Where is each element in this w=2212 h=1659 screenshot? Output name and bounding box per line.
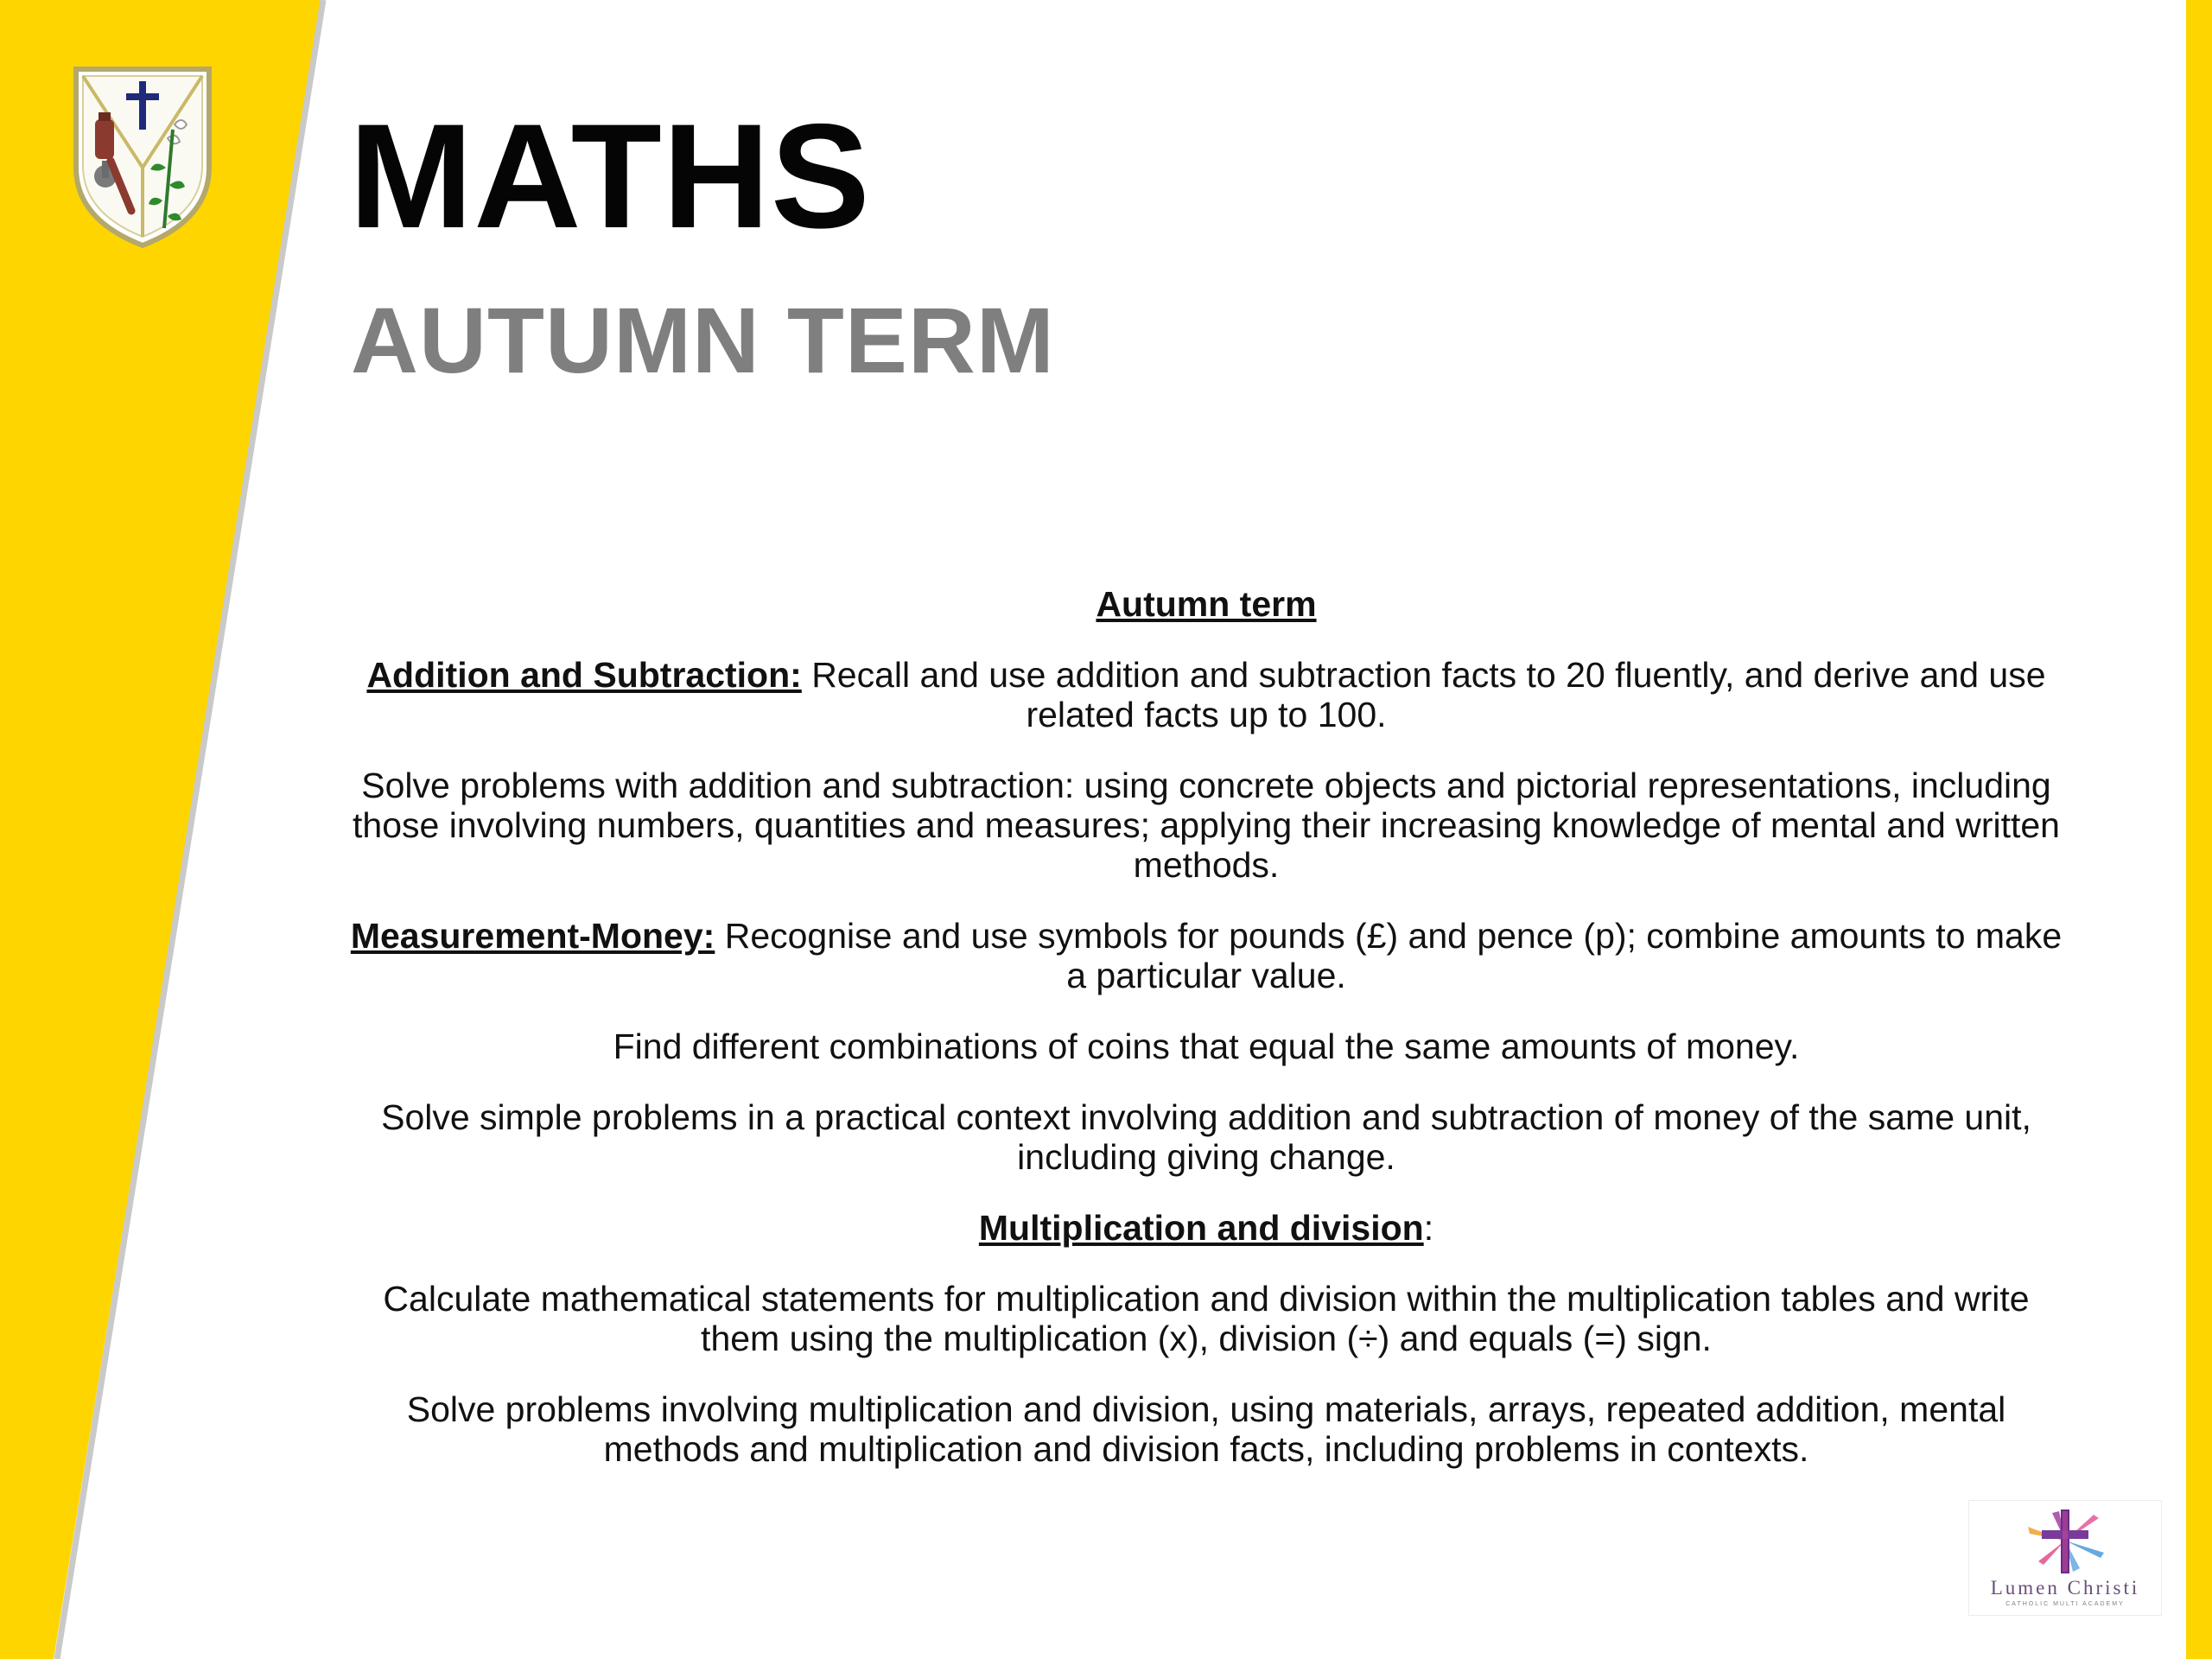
autumn-term-heading: Autumn term (1096, 584, 1317, 624)
multiplication-suffix: : (1423, 1208, 1434, 1248)
addition-label: Addition and Subtraction: (366, 655, 802, 695)
solve-problems-paragraph: Solve problems with addition and subtraction: using concrete objects and pictorial representations, including those involving numbers, quantities and measures; applying their increasing knowledge of mental and written methods. (353, 766, 2060, 885)
lumen-christi-cross-icon (1969, 1501, 2161, 1580)
multiplication-heading-paragraph (342, 1208, 2070, 1248)
calculate-paragraph: Calculate mathematical statements for multiplication and division within the multiplication tables and write them using the multiplication (x), division (÷) and equals (=) sign. (383, 1279, 2030, 1358)
slide-title: MATHS (349, 93, 871, 259)
addition-text: Recall and use addition and subtraction facts to 20 fluently, and derive and use related facts up to 100. (801, 655, 2046, 734)
shield-crest-icon (71, 64, 214, 249)
addition-paragraph (342, 655, 2070, 734)
money-paragraph (342, 916, 2070, 995)
academy-name: Lumen Christi (1990, 1577, 2140, 1599)
coins-paragraph: Find different combinations of coins that equal the same amounts of money. (613, 1027, 1800, 1066)
academy-logo (1968, 1500, 2162, 1616)
section-heading (342, 584, 2070, 624)
simple-problems-paragraph: Solve simple problems in a practical context involving addition and subtraction of money of the same unit, including giving change. (381, 1097, 2031, 1177)
money-text: Recognise and use symbols for pounds (£) and pence (p); combine amounts to make a particular value. (715, 916, 2063, 995)
right-yellow-strip (2186, 0, 2212, 1659)
curriculum-content (342, 584, 2070, 1500)
multiplication-label: Multiplication and division (978, 1208, 1424, 1248)
solve-mult-paragraph: Solve problems involving multiplication and division, using materials, arrays, repeated addition, mental methods and multiplication and division facts, including problems in contexts. (406, 1389, 2006, 1469)
slide-subtitle: AUTUMN TERM (351, 288, 1055, 392)
money-label: Measurement-Money: (350, 916, 715, 956)
yellow-diagonal-band (0, 0, 321, 1659)
academy-tagline: CATHOLIC MULTI ACADEMY (2005, 1601, 2125, 1607)
